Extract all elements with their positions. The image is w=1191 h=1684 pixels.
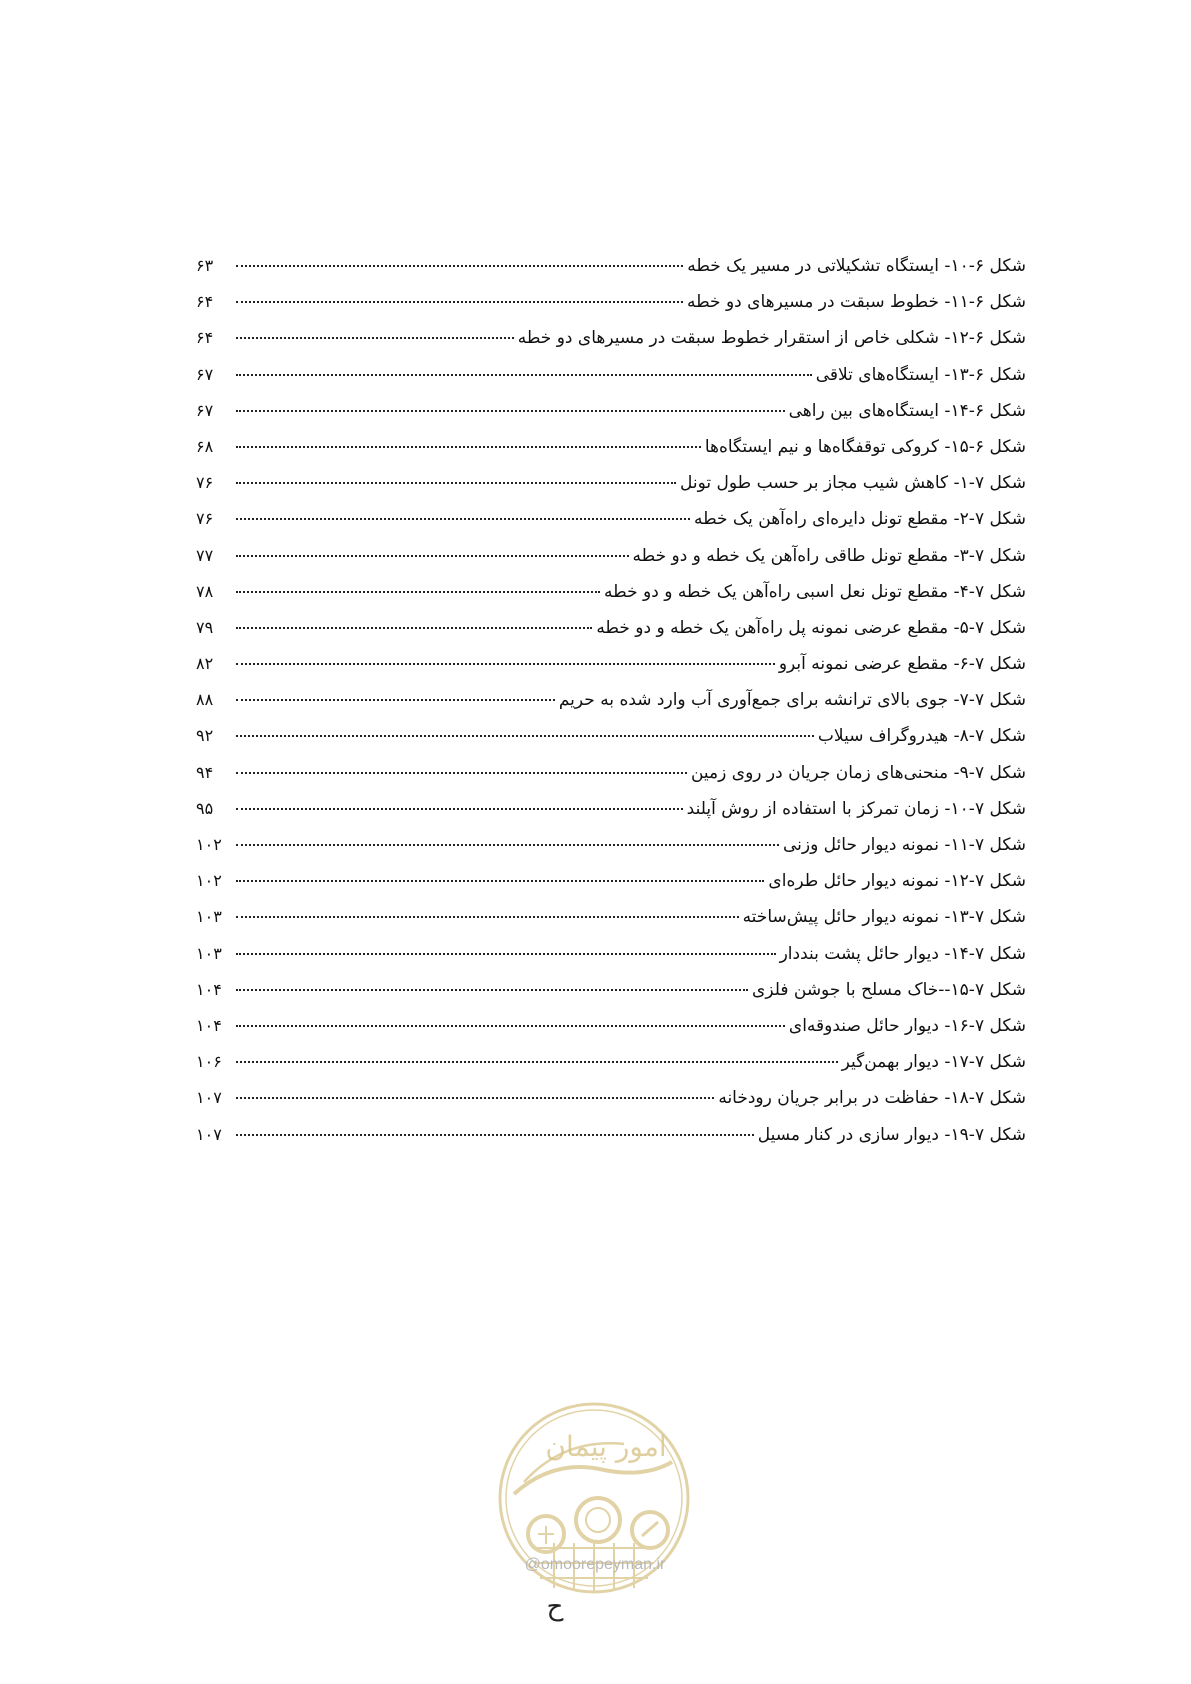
toc-entry-page: ۶۴ — [196, 292, 214, 312]
dot-leader — [236, 808, 683, 810]
toc-entry-title: شکل ۷-۴- مقطع تونل نعل اسبی راه‌آهن یک خطه و دو خطه — [604, 581, 1026, 602]
toc-entry-page: ۶۳ — [196, 256, 214, 275]
dot-leader — [236, 555, 629, 557]
toc-entry — [196, 1008, 1026, 1044]
toc-entry — [196, 899, 1026, 935]
toc-entry — [196, 791, 1026, 827]
toc-entry-title: شکل ۷-۱۷- دیوار بهمن‌گیر — [841, 1052, 1026, 1073]
toc-entry — [196, 610, 1026, 646]
dot-leader — [236, 772, 687, 774]
toc-entry — [196, 501, 1026, 537]
dot-leader — [236, 699, 555, 701]
toc-entry-title: شکل ۷-۶- مقطع عرضی نمونه آبرو — [778, 654, 1026, 675]
toc-entry-page: ۱۰۲ — [196, 871, 222, 891]
dot-leader — [236, 374, 812, 376]
toc-entry — [196, 1117, 1026, 1153]
toc-entry-title: شکل ۷-۱- کاهش شیب مجاز بر حسب طول تونل — [679, 473, 1026, 494]
toc-entry — [196, 936, 1026, 972]
toc-entry-title: شکل ۷-۷- جوی بالای ترانشه برای جمع‌آوری آب وارد شده به حریم — [558, 690, 1026, 711]
toc-entry-title: شکل ۷-۱۹- دیوار سازی در کنار مسیل — [757, 1124, 1026, 1145]
dot-leader — [236, 735, 814, 737]
toc-entry — [196, 755, 1026, 791]
table-of-figures — [196, 248, 1026, 1153]
toc-entry-page: ۹۲ — [196, 726, 214, 746]
dot-leader — [236, 1097, 714, 1099]
toc-entry-title: شکل ۷-۵- مقطع عرضی نمونه پل راه‌آهن یک خطه و دو خطه — [596, 617, 1026, 638]
toc-entry — [196, 357, 1026, 393]
toc-entry-title: شکل ۷-۱۴- دیوار حائل پشت بنددار — [779, 943, 1026, 964]
toc-entry — [196, 972, 1026, 1008]
toc-entry-page: ۱۰۷ — [196, 1124, 222, 1144]
toc-entry-title: شکل ۷-۱۱- نمونه دیوار حائل وزنی — [782, 835, 1026, 855]
toc-entry-page: ۷۶ — [196, 473, 214, 493]
dot-leader — [236, 1134, 754, 1136]
dot-leader — [236, 916, 739, 918]
toc-entry — [196, 538, 1026, 574]
toc-entry-title: شکل ۶-۱۰- ایستگاه تشکیلاتی در مسیر یک خطه — [687, 256, 1026, 276]
toc-entry-title: شکل ۷-۸- هیدروگراف سیلاب — [817, 726, 1026, 747]
toc-entry-title: شکل ۷-۱۲- نمونه دیوار حائل طره‌ای — [768, 871, 1026, 892]
toc-entry-page: ۶۸ — [196, 436, 214, 456]
dot-leader — [236, 591, 600, 593]
dot-leader — [236, 301, 683, 303]
toc-entry-page: ۱۰۳ — [196, 943, 222, 963]
toc-entry-title: شکل ۷-۲- مقطع تونل دایره‌ای راه‌آهن یک خطه — [693, 509, 1026, 530]
toc-entry-title: شکل ۶-۱۴- ایستگاه‌های بین راهی — [788, 400, 1026, 421]
toc-entry-page: ۶۴ — [196, 328, 214, 348]
dot-leader — [236, 663, 775, 665]
toc-entry — [196, 827, 1026, 863]
toc-entry-page: ۱۰۴ — [196, 979, 222, 999]
toc-entry-page: ۱۰۳ — [196, 907, 222, 927]
toc-entry-page: ۷۷ — [196, 545, 214, 565]
dot-leader — [236, 410, 785, 412]
toc-entry-page: ۶۷ — [196, 364, 214, 384]
toc-entry-page: ۷۹ — [196, 617, 214, 637]
toc-entry — [196, 863, 1026, 899]
toc-entry-title: شکل ۷-۹- منحنی‌های زمان جریان در روی زمین — [690, 762, 1026, 783]
toc-entry — [196, 718, 1026, 754]
dot-leader — [236, 880, 764, 882]
toc-entry — [196, 1080, 1026, 1116]
toc-entry-title: شکل ۷-۳- مقطع تونل طاقی راه‌آهن یک خطه و دو خطه — [632, 545, 1026, 566]
toc-entry — [196, 429, 1026, 465]
dot-leader — [236, 989, 748, 991]
toc-entry-page: ۱۰۷ — [196, 1088, 222, 1108]
toc-entry-title: شکل ۶-۱۵- کروکی توقفگاه‌ها و نیم ایستگاه‌ها — [704, 436, 1026, 457]
toc-entry-title: شکل ۷-۱۳- نمونه دیوار حائل پیش‌ساخته — [742, 907, 1026, 928]
watermark-url: @omoorepeyman.ir — [524, 1556, 666, 1573]
dot-leader — [236, 446, 701, 448]
toc-entry-title: شکل ۷-۱۸- حفاظت در برابر جریان رودخانه — [718, 1088, 1026, 1109]
toc-entry-page: ۸۸ — [196, 690, 214, 710]
toc-entry-page: ۱۰۴ — [196, 1015, 222, 1035]
dot-leader — [236, 337, 514, 339]
toc-entry — [196, 682, 1026, 718]
dot-leader — [236, 627, 592, 629]
toc-entry-page: ۶۷ — [196, 400, 214, 420]
toc-entry — [196, 574, 1026, 610]
toc-entry — [196, 465, 1026, 501]
toc-entry-page: ۹۴ — [196, 762, 214, 782]
dot-leader — [236, 953, 776, 955]
toc-entry-page: ۱۰۶ — [196, 1052, 222, 1072]
toc-entry-page: ۹۵ — [196, 798, 214, 818]
toc-entry — [196, 248, 1026, 284]
dot-leader — [236, 482, 676, 484]
toc-entry-page: ۷۸ — [196, 581, 214, 601]
svg-text:امور پیمان: امور پیمان — [545, 1430, 667, 1463]
dot-leader — [236, 1025, 785, 1027]
dot-leader — [236, 265, 683, 267]
dot-leader — [236, 844, 779, 846]
dot-leader — [236, 1061, 838, 1063]
toc-entry-title: شکل ۶-۱۱- خطوط سبقت در مسیرهای دو خطه — [686, 292, 1026, 313]
toc-entry-page: ۷۶ — [196, 509, 214, 529]
toc-entry-title: شکل ۷-۱۵--خاک مسلح با جوشن فلزی — [752, 979, 1026, 1000]
toc-entry — [196, 320, 1026, 356]
dot-leader — [236, 518, 690, 520]
toc-entry-title: شکل ۶-۱۳- ایستگاه‌های تلاقی — [815, 364, 1026, 385]
toc-entry — [196, 393, 1026, 429]
toc-entry — [196, 1044, 1026, 1080]
toc-entry — [196, 284, 1026, 320]
toc-entry-page: ۱۰۲ — [196, 835, 222, 854]
toc-entry-page: ۸۲ — [196, 654, 214, 674]
toc-entry-title: شکل ۷-۱۰- زمان تمرکز با استفاده از روش آپلند — [686, 798, 1026, 819]
toc-entry-title: شکل ۶-۱۲- شکلی خاص از استقرار خطوط سبقت در مسیرهای دو خطه — [517, 328, 1026, 349]
toc-entry — [196, 646, 1026, 682]
toc-entry-title: شکل ۷-۱۶- دیوار حائل صندوقه‌ای — [788, 1015, 1026, 1036]
page-number: ح — [546, 1592, 564, 1622]
